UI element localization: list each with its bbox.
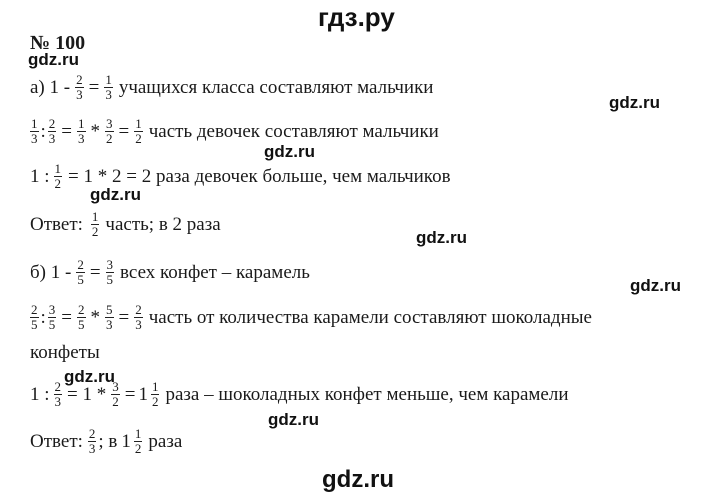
answer-label: Ответ: xyxy=(30,213,83,235)
fraction xyxy=(105,117,114,145)
watermark: gdz.ru xyxy=(90,185,141,204)
multiply-sign: * xyxy=(90,120,100,142)
fraction xyxy=(77,303,86,331)
fraction xyxy=(106,258,115,286)
denominator: 5 xyxy=(31,316,38,332)
line-prefix: 1 : xyxy=(30,383,50,405)
answer-label: Ответ: xyxy=(30,430,83,452)
line-text: учащихся класса составляют мальчики xyxy=(118,76,434,98)
watermark: gdz.ru xyxy=(630,276,681,295)
numerator: 5 xyxy=(106,302,113,317)
line-text: всех конфет – карамель xyxy=(120,261,310,283)
fraction xyxy=(77,117,86,145)
solution-line-b3 xyxy=(30,380,569,408)
denominator: 3 xyxy=(105,86,112,102)
line-prefix: а) 1 - xyxy=(30,76,71,98)
denominator: 3 xyxy=(106,316,113,332)
denominator: 3 xyxy=(31,130,38,146)
fraction xyxy=(105,303,114,331)
solution-line-b2 xyxy=(30,303,592,331)
fraction xyxy=(88,427,97,455)
fraction xyxy=(104,73,113,101)
denominator: 3 xyxy=(78,130,85,146)
denominator: 3 xyxy=(88,440,96,456)
fraction xyxy=(48,303,57,331)
numerator: 2 xyxy=(31,302,38,317)
fraction xyxy=(91,210,100,238)
numerator: 1 xyxy=(91,209,99,224)
denominator: 2 xyxy=(134,440,142,456)
fraction xyxy=(30,117,39,145)
denominator: 2 xyxy=(135,130,142,146)
fraction xyxy=(75,73,84,101)
numerator: 3 xyxy=(48,302,56,317)
fraction xyxy=(111,380,120,408)
fraction xyxy=(48,117,57,145)
line-prefix: б) 1 - xyxy=(30,261,72,283)
watermark: gdz.ru xyxy=(268,410,319,429)
numerator: 2 xyxy=(78,302,85,317)
equals-sign: = xyxy=(124,383,136,405)
denominator: 3 xyxy=(135,316,142,332)
division-sign: : xyxy=(40,306,46,328)
answer-line-a xyxy=(30,210,221,238)
denominator: 3 xyxy=(54,393,62,409)
denominator: 5 xyxy=(78,316,85,332)
denominator: 2 xyxy=(54,175,62,191)
numerator: 2 xyxy=(76,72,83,87)
denominator: 5 xyxy=(77,271,84,287)
whole-part: 1 xyxy=(138,383,148,405)
equals-sign: = xyxy=(88,76,100,98)
line-mid-text: = 1 * xyxy=(67,383,107,405)
mixed-number xyxy=(138,380,161,408)
denominator: 5 xyxy=(48,316,56,332)
watermark: gdz.ru xyxy=(64,367,115,386)
fraction xyxy=(76,258,85,286)
fraction xyxy=(30,303,39,331)
numerator: 3 xyxy=(106,116,113,131)
numerator: 2 xyxy=(48,116,56,131)
solution-line-a1 xyxy=(30,73,433,101)
fraction xyxy=(134,117,143,145)
equals-sign: = xyxy=(61,120,72,142)
numerator: 2 xyxy=(135,302,142,317)
whole-part: 1 xyxy=(121,430,131,452)
numerator: 1 xyxy=(31,116,38,131)
watermark: gdz.ru xyxy=(416,228,467,247)
line-text: = 1 * 2 = 2 раза девочек больше, чем мальчиков xyxy=(68,165,451,187)
line-text: раза – шоколадных конфет меньше, чем карамели xyxy=(165,383,569,405)
solution-line-b2-continued: конфеты xyxy=(30,342,100,363)
fraction xyxy=(54,380,63,408)
line-text: часть от количества карамели составляют шоколадные xyxy=(148,306,592,328)
denominator: 3 xyxy=(48,130,56,146)
answer-line-b xyxy=(30,427,182,455)
numerator: 3 xyxy=(112,379,119,394)
footer-watermark: gdz.ru xyxy=(322,466,394,493)
numerator: 1 xyxy=(151,379,159,394)
watermark: gdz.ru xyxy=(609,93,660,112)
mixed-number xyxy=(121,427,144,455)
equals-sign: = xyxy=(89,261,101,283)
line-mid-text: ; в xyxy=(98,430,118,452)
task-number: № 100 xyxy=(30,32,86,54)
line-text: часть девочек составляют мальчики xyxy=(148,120,439,142)
fraction xyxy=(134,427,143,455)
watermark: gdz.ru xyxy=(28,50,79,69)
numerator: 1 xyxy=(135,116,142,131)
header-watermark: гдз.ру xyxy=(318,2,395,32)
division-sign: : xyxy=(40,120,46,142)
solution-line-b1 xyxy=(30,258,310,286)
line-text: раза xyxy=(148,430,183,452)
numerator: 3 xyxy=(106,257,114,272)
numerator: 1 xyxy=(105,72,112,87)
equals-sign: = xyxy=(61,306,72,328)
denominator: 2 xyxy=(91,223,99,239)
line-text: часть; в 2 раза xyxy=(105,213,221,235)
numerator: 2 xyxy=(88,426,96,441)
numerator: 2 xyxy=(54,379,62,394)
numerator: 1 xyxy=(78,116,85,131)
multiply-sign: * xyxy=(90,306,100,328)
numerator: 1 xyxy=(54,161,62,176)
denominator: 3 xyxy=(76,86,83,102)
fraction xyxy=(151,380,160,408)
watermark: gdz.ru xyxy=(264,142,315,161)
equals-sign: = xyxy=(118,120,130,142)
numerator: 1 xyxy=(134,426,142,441)
fraction xyxy=(54,162,63,190)
solution-line-a3 xyxy=(30,162,451,190)
equals-sign: = xyxy=(118,306,130,328)
fraction xyxy=(134,303,143,331)
numerator: 2 xyxy=(77,257,84,272)
denominator: 2 xyxy=(151,393,159,409)
line-prefix: 1 : xyxy=(30,165,50,187)
denominator: 5 xyxy=(106,271,114,287)
solution-line-a2 xyxy=(30,117,439,145)
denominator: 2 xyxy=(106,130,113,146)
denominator: 2 xyxy=(112,393,119,409)
